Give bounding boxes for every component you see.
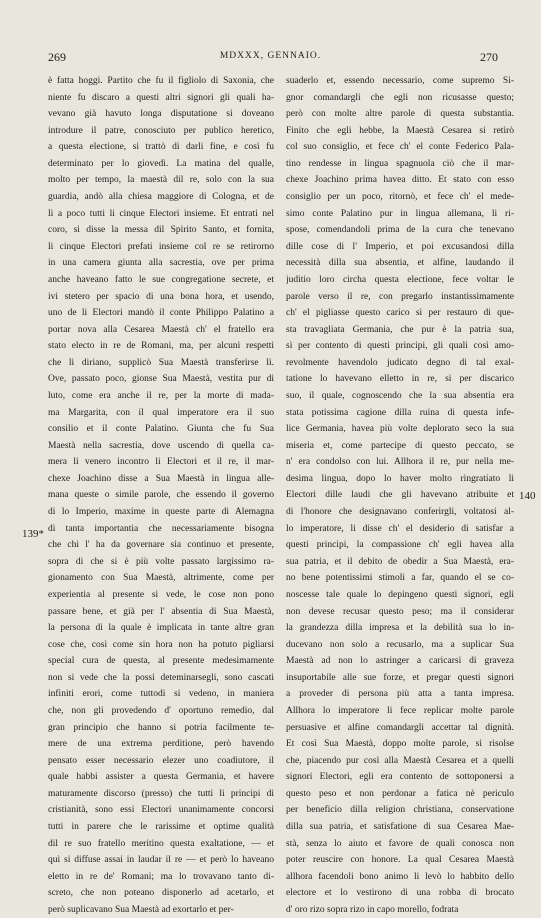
text-line: a proveder di persona più atta a tanta impresa. bbox=[286, 689, 514, 700]
text-line: consilio et il conte Palatino. Giunta che fu Sua bbox=[48, 424, 274, 435]
text-line: sta travagliata Germania, che pur è la patria sua, bbox=[286, 324, 514, 335]
text-line: a questa electione, si trattò di darli fine, e così fu bbox=[48, 142, 274, 153]
text-line: dilla sua patria, et satisfatione di sua Cesarea Mae- bbox=[286, 822, 514, 833]
right-column bbox=[286, 73, 514, 918]
text-line: lì a poco tutti li cinque Electori insieme. Et entrati nel bbox=[48, 208, 274, 219]
text-line: di tanta importantia che necessariamente bisogna bbox=[48, 523, 274, 534]
running-header bbox=[0, 50, 541, 68]
text-line: infiniti erori, come tuttodì si vedeno, in maniera bbox=[48, 689, 274, 700]
text-line: pensato esser necessario elezer uno coadiutore, il bbox=[48, 755, 274, 766]
text-line: simo conte Palatino pur in lingua allemana, li ri- bbox=[286, 208, 514, 219]
text-line: maturamente discorso (presso) che tutti li principi di bbox=[48, 788, 274, 799]
text-line: che chi l' ha da governare sia continuo et presente, bbox=[48, 540, 274, 551]
text-line: sì per contento di questi principi, gli quali così amo- bbox=[286, 341, 514, 352]
text-line: mana queste o simile parole, che essendo il governo bbox=[48, 490, 274, 501]
text-line: desima lingua, dopo lo haver molto ringratiato li bbox=[286, 473, 514, 484]
text-line: electore et lo vestirono di una robba di brocato bbox=[286, 888, 514, 899]
text-line: ivi stetero per spacio di una bona hora, et usendo, bbox=[48, 291, 274, 302]
text-line: non devese recusar questo peso; ma il considerar bbox=[286, 606, 514, 617]
text-line: screto, che non poteano disponerlo ad acetarlo, et bbox=[48, 888, 274, 899]
text-line: sopra di che si è più volte passato largissimo ra- bbox=[48, 556, 274, 567]
text-line: chexe Joachino prima havea ditto. Et stato con esso bbox=[286, 175, 514, 186]
text-line: juditio loro circha questa electione, fece voltar le bbox=[286, 274, 514, 285]
text-line: revolmente havendolo judicato degno di tal exal- bbox=[286, 357, 514, 368]
text-line: sua patria, et il debito de obedir a Sua Maestà, era- bbox=[286, 556, 514, 567]
text-line: Maestà ad non lo astringer a caricarsi di graveza bbox=[286, 656, 514, 667]
text-line: anche haveano fatto le sue congregatione secrete, et bbox=[48, 274, 274, 285]
text-line: no bene potentissimi stimoli a far, quando el se co- bbox=[286, 573, 514, 584]
text-line: in una camera giunta alla sacrestia, ove per prima bbox=[48, 258, 274, 269]
text-line: di l'honore che designavano conferirgli, voltatosi al- bbox=[286, 507, 514, 518]
text-line: è fatta hoggi. Partito che fu il figliolo di Saxonia, che bbox=[48, 76, 274, 86]
text-line: n' era condolso con lui. Allhora il re, pur nella me- bbox=[286, 457, 514, 468]
text-line: insuportabile alle sue forze, et pregar questi signori bbox=[286, 672, 514, 683]
text-line: special cura de questa, al presente medesimamente bbox=[48, 656, 274, 667]
text-line: dil re suo fratello meritino questa exaltatione, — et bbox=[48, 838, 274, 849]
text-line: ma Margarita, con il qual imperatore era il suo bbox=[48, 407, 274, 418]
text-line: experientia al presente si vede, le cose non pono bbox=[48, 589, 274, 600]
text-line: col suo consiglio, et fece ch' el conte Federico Pala- bbox=[286, 142, 514, 153]
text-line: la persona di la quale è implicata in tante altre gran bbox=[48, 623, 274, 634]
text-line: luto, come era anche il re, per la morte di mada- bbox=[48, 390, 274, 401]
text-line: gran principio che hanno si potria facilmente te- bbox=[48, 722, 274, 733]
text-line: mere de una extrema perditione, però havendo bbox=[48, 739, 274, 750]
text-line: molto per tempo, la maestà dil re, solo con la sua bbox=[48, 175, 274, 186]
text-line: uno de li Electori mandò il conte Philippo Palatino a bbox=[48, 308, 274, 319]
text-line: parole verso il re, con pregarlo instantissimamente bbox=[286, 291, 514, 302]
text-line: d' oro rizo sopra rizo in capo morello, fodrata bbox=[286, 904, 459, 915]
text-line: noscesse tale quale lo depingeno questi signori, egli bbox=[286, 589, 514, 600]
text-line: cristianità, sono essi Electori unanimamente concorsi bbox=[48, 805, 274, 816]
text-line: niente fu discaro a questi altri signori gli quali ha- bbox=[48, 92, 274, 103]
text-line: lice Germania, havea più volte deplorato seco la sua bbox=[286, 424, 514, 435]
text-line: questi principi, la compassione ch' egli havea alla bbox=[286, 540, 514, 551]
text-line: suo, il quale, cognoscendo che la sua absentia era bbox=[286, 390, 514, 401]
text-line: vevano già havuto longa disputatione si doveano bbox=[48, 109, 274, 120]
text-line: però con molte altre parole di questa substantia. bbox=[286, 109, 514, 120]
text-line: necessità dilla sua absentia, et alfine, laudando il bbox=[286, 258, 514, 269]
text-line: eletto in re de' Romani; ma lo trovavano tanto di- bbox=[48, 871, 274, 882]
text-line: che li diriano, supplicò Sua Maestà transferirse lì. bbox=[48, 357, 274, 368]
text-line: chexe Joachino disse a Sua Maestà in lingua alle- bbox=[48, 473, 274, 484]
text-line: Electori dille laudi che gli havevano atribuite et bbox=[286, 490, 514, 501]
text-line: tatione lo havevano elletto in re, sì per discarico bbox=[286, 374, 514, 385]
page-number-left: 269 bbox=[48, 50, 66, 64]
text-line: stato electo in re de Romani, ma, per alcuni respetti bbox=[48, 341, 274, 352]
text-line: gionamento con Sua Maestà, altrimente, come per bbox=[48, 573, 274, 584]
text-line: ch' el pigliasse questo carico sì per restauro di que- bbox=[286, 308, 514, 319]
text-line: Finito che egli hebbe, la Maestà Cesarea si retirò bbox=[286, 125, 514, 136]
text-line: tutti in parere che le rarissime et optime qualità bbox=[48, 822, 274, 833]
text-line: che, piacendo pur così alla Maestà Cesarea et a quelli bbox=[286, 755, 514, 766]
margin-note-left: 139* bbox=[22, 528, 44, 540]
page-number-right: 270 bbox=[480, 50, 498, 64]
text-line: dille cose di l' Imperio, et poi excusandosi dilla bbox=[286, 241, 514, 252]
text-line: ducevano non solo a recusarlo, ma a suplicar Sua bbox=[286, 639, 514, 650]
text-line: Maestà nella sacrestia, dove uscendo di quella ca- bbox=[48, 440, 274, 451]
running-title: MDXXX, GENNAIO. bbox=[219, 51, 322, 61]
text-line: introdure il patre, conosciuto per publico heretico, bbox=[48, 125, 274, 136]
text-line: di lo Imperio, maxime in queste parte di Alemagna bbox=[48, 507, 274, 518]
left-column bbox=[48, 73, 274, 918]
text-line: coro, si disse la messa dil Spirito Santo, et fornita, bbox=[48, 225, 274, 236]
text-line: quì si diffuse assai in laudar il re — et però lo haveano bbox=[48, 855, 274, 866]
text-line: Allhora lo imperatore li fece replicar molte parole bbox=[286, 705, 514, 716]
text-line: questo peso et non perdonar a fatica nè periculo bbox=[286, 788, 514, 799]
text-line: quale habbi assister a questa Germania, et havere bbox=[48, 772, 274, 783]
margin-note-right: 140 bbox=[519, 490, 536, 502]
text-line: per beneficio dilla religion christiana, conservatione bbox=[286, 805, 514, 816]
text-line: Et così Sua Maestà, doppo molte parole, si risolse bbox=[286, 739, 514, 750]
text-line: tino rendesse in lingua spagnuola ciò che il mar- bbox=[286, 158, 514, 169]
text-line: miseria et, come partecipe di questo peccato, se bbox=[286, 440, 514, 451]
text-line: stata potissima cagione dilla ruina di questa infe- bbox=[286, 407, 514, 418]
text-line: portar nova alla Cesarea Maestà ch' el fratello era bbox=[48, 324, 274, 335]
text-line: passare bene, et già per l' absentia di Sua Maestà, bbox=[48, 606, 274, 617]
text-line: però suplicavano Sua Maestà ad exortarlo et per- bbox=[48, 904, 234, 915]
text-line: che, non gli provedendo d' oportuno remedio, dal bbox=[48, 705, 274, 716]
text-line: la grandezza dilla impresa et la debilità sua lo in- bbox=[286, 623, 514, 634]
text-line: suaderlo et, essendo necessario, come supremo Si- bbox=[286, 76, 514, 86]
text-line: spose, comendandoli prima de la cura che tenevano bbox=[286, 225, 514, 236]
text-line: cose che, così come sin hora non ha potuto pigliarsi bbox=[48, 639, 274, 650]
text-line: allhora facendoli bono animo li levò lo habbito dello bbox=[286, 871, 514, 882]
text-line: li cinque Electori prefati insieme col re se retirorno bbox=[48, 241, 274, 252]
text-line: signori Electori, egli era contento de sottoponersi a bbox=[286, 772, 514, 783]
text-line: gnor comandargli che egli non ricusasse questo; bbox=[286, 92, 514, 103]
text-line: lo imperatore, li disse ch' el desiderio di satisfar a bbox=[286, 523, 514, 534]
text-line: consiglio per un poco, ritornò, et fece ch' el mede- bbox=[286, 192, 514, 203]
text-line: non si vede che la possi deteminarsegli, sono cascati bbox=[48, 672, 274, 683]
text-line: determinato per lo giovedì. La matina del qualle, bbox=[48, 158, 274, 169]
text-line: guardia, andò alla chiesa maggiore di Cologna, et de bbox=[48, 192, 274, 203]
text-line: poter reuscire con honore. La qual Cesarea Maestà bbox=[286, 855, 514, 866]
text-line: stà, senza lo aiuto et favore de quali conosca non bbox=[286, 838, 514, 849]
text-line: Ove, passato poco, gionse Sua Maestà, vestita pur di bbox=[48, 374, 274, 385]
text-line: persuasive et alfine comandargli accettar tal dignità. bbox=[286, 722, 514, 733]
text-line: mera li venero incontro li Electori et il re, il mar- bbox=[48, 457, 274, 468]
